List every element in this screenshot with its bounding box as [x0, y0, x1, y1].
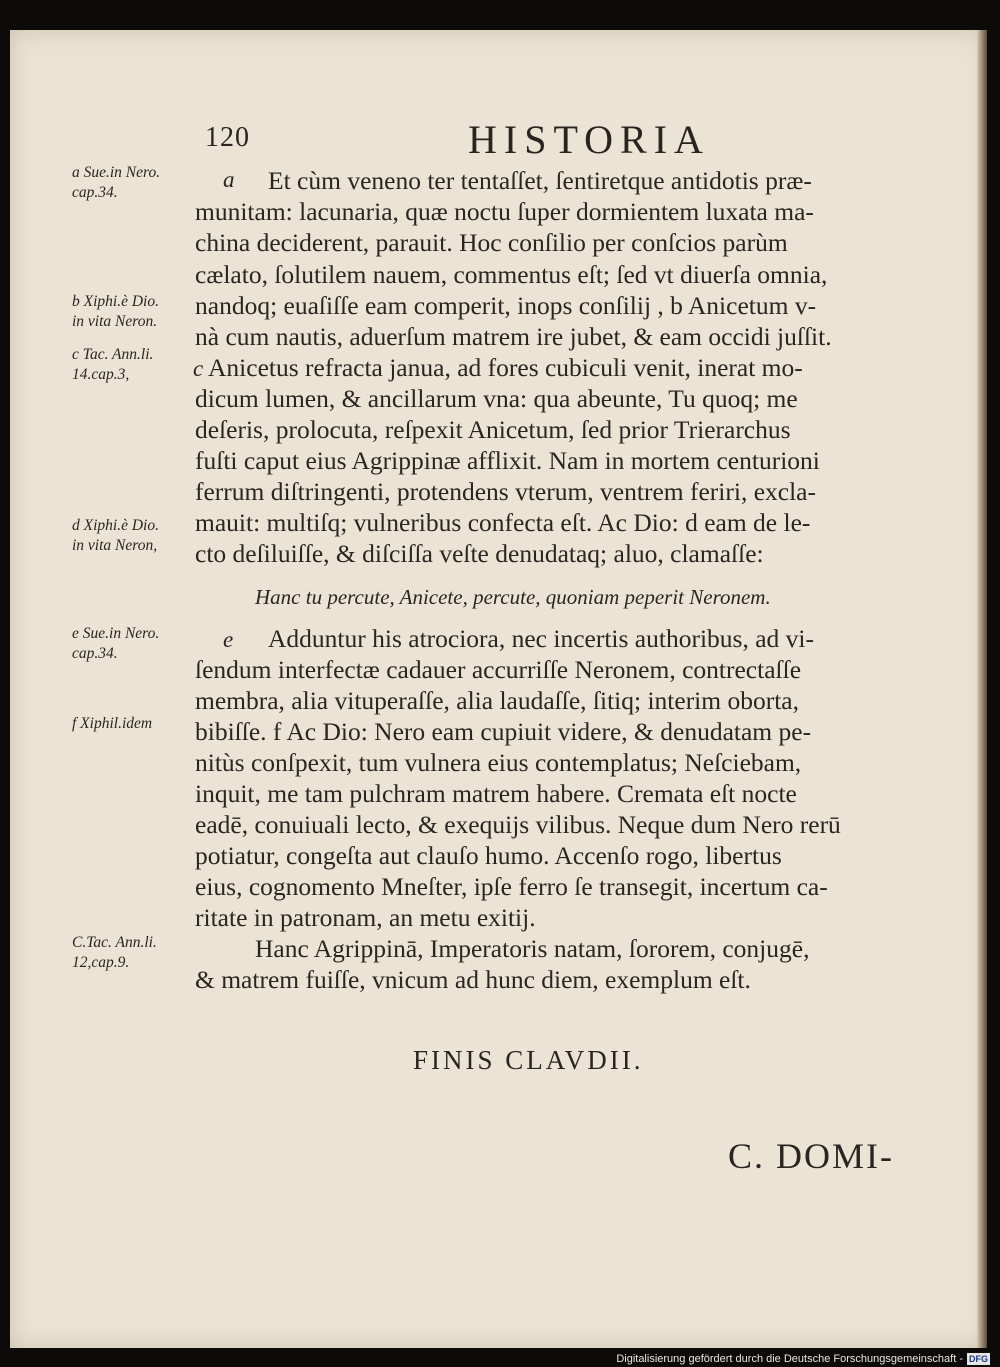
text-line: ritate in patronam, an metu exitij. [195, 903, 536, 932]
text-line: nà cum nautis, aduerſum matrem ire jubet, & eam occidi juſſit. [195, 322, 832, 351]
quoted-line: Hanc tu percute, Anicete, percute, quoniam peperit Neronem. [255, 585, 771, 609]
margin-note: d Xiphi.è Dio. in vita Neron, [72, 517, 159, 554]
catchword: C. DOMI- [728, 1136, 894, 1176]
margin-note: b Xiphi.è Dio. in vita Neron. [72, 293, 159, 330]
book-page [10, 30, 987, 1348]
text-line: cto deſiluiſſe, & diſciſſa veſte denudataq; aluo, clamaſſe: [195, 539, 764, 568]
dfg-logo-icon: DFG [969, 1354, 988, 1364]
text-line: bibiſſe. f Ac Dio: Nero eam cupiuit videre, & denudatam pe- [195, 717, 812, 746]
digitization-footer [616, 1353, 990, 1365]
text-line: nandoq; euaſiſſe eam comperit, inops conſilij , b Anicetum v- [195, 291, 817, 320]
text-line: ſendum interfectæ cadauer accurriſſe Neronem, contrectaſſe [195, 655, 802, 684]
text-line: eius, cognomento Mneſter, ipſe ferro ſe transegit, incertum ca- [195, 872, 828, 901]
text-line: Hanc Agrippinā, Imperatoris natam, ſororem, conjugē, [255, 934, 810, 963]
paragraph-marker: e [223, 627, 234, 652]
text-line: Adduntur his atrociora, nec incertis authoribus, ad vi- [268, 624, 814, 653]
text-line: cælato, ſolutilem nauem, commentus eſt; ſed vt diuerſa omnia, [195, 260, 828, 289]
footer-text: Digitalisierung gefördert durch die Deutsche Forschungsgemeinschaft - [616, 1353, 963, 1365]
margin-note: c Tac. Ann.li. 14.cap.3, [72, 346, 154, 383]
margin-note: e Sue.in Nero. cap.34. [72, 625, 160, 662]
text-line: munitam: lacunaria, quæ noctu ſuper dormientem luxata ma- [195, 197, 814, 226]
text-line: china deciderent, parauit. Hoc conſilio per conſcios parùm [195, 228, 788, 257]
text-line: deſeris, prolocuta, reſpexit Anicetum, ſed prior Trierarchus [195, 415, 791, 444]
text-line: ferrum diſtringenti, protendens vterum, ventrem feriri, excla- [195, 477, 816, 506]
text-line: fuſti caput eius Agrippinæ afflixit. Nam in mortem centurioni [195, 446, 820, 475]
margin-note: a Sue.in Nero. cap.34. [72, 164, 161, 201]
text-line: Anicetus refracta janua, ad fores cubiculi venit, inerat mo- [208, 353, 803, 382]
text-line: & matrem fuiſſe, vnicum ad hunc diem, exemplum eſt. [195, 965, 751, 994]
text-line: dicum lumen, & ancillarum vna: qua abeunte, Tu quoq; me [195, 384, 798, 413]
text-line: inquit, me tam pulchram matrem habere. Cremata eſt nocte [195, 779, 797, 808]
finis-heading: FINIS CLAVDII. [413, 1045, 644, 1075]
margin-note: C.Tac. Ann.li. 12,cap.9. [72, 934, 157, 971]
running-head: HISTORIA [468, 117, 710, 162]
text-line: potiatur, congeſta aut clauſo humo. Accenſo rogo, libertus [195, 841, 782, 870]
page-number: 120 [205, 122, 250, 153]
text-line: Et cùm veneno ter tentaſſet, ſentiretque antidotis præ- [268, 166, 812, 195]
text-line: membra, alia vituperaſſe, alia laudaſſe, ſitiq; interim oborta, [195, 686, 799, 715]
text-line: eadē, conuiuali lecto, & exequijs vilibus. Neque dum Nero rerū [195, 810, 841, 839]
margin-note: f Xiphil.idem [72, 715, 153, 732]
text-line: nitùs conſpexit, tum vulnera eius contemplatus; Neſciebam, [195, 748, 802, 777]
paragraph-marker: c [193, 356, 204, 381]
paragraph-marker: a [223, 167, 235, 192]
text-line: mauit: multiſq; vulneribus confecta eſt. Ac Dio: d eam de le- [195, 508, 811, 537]
